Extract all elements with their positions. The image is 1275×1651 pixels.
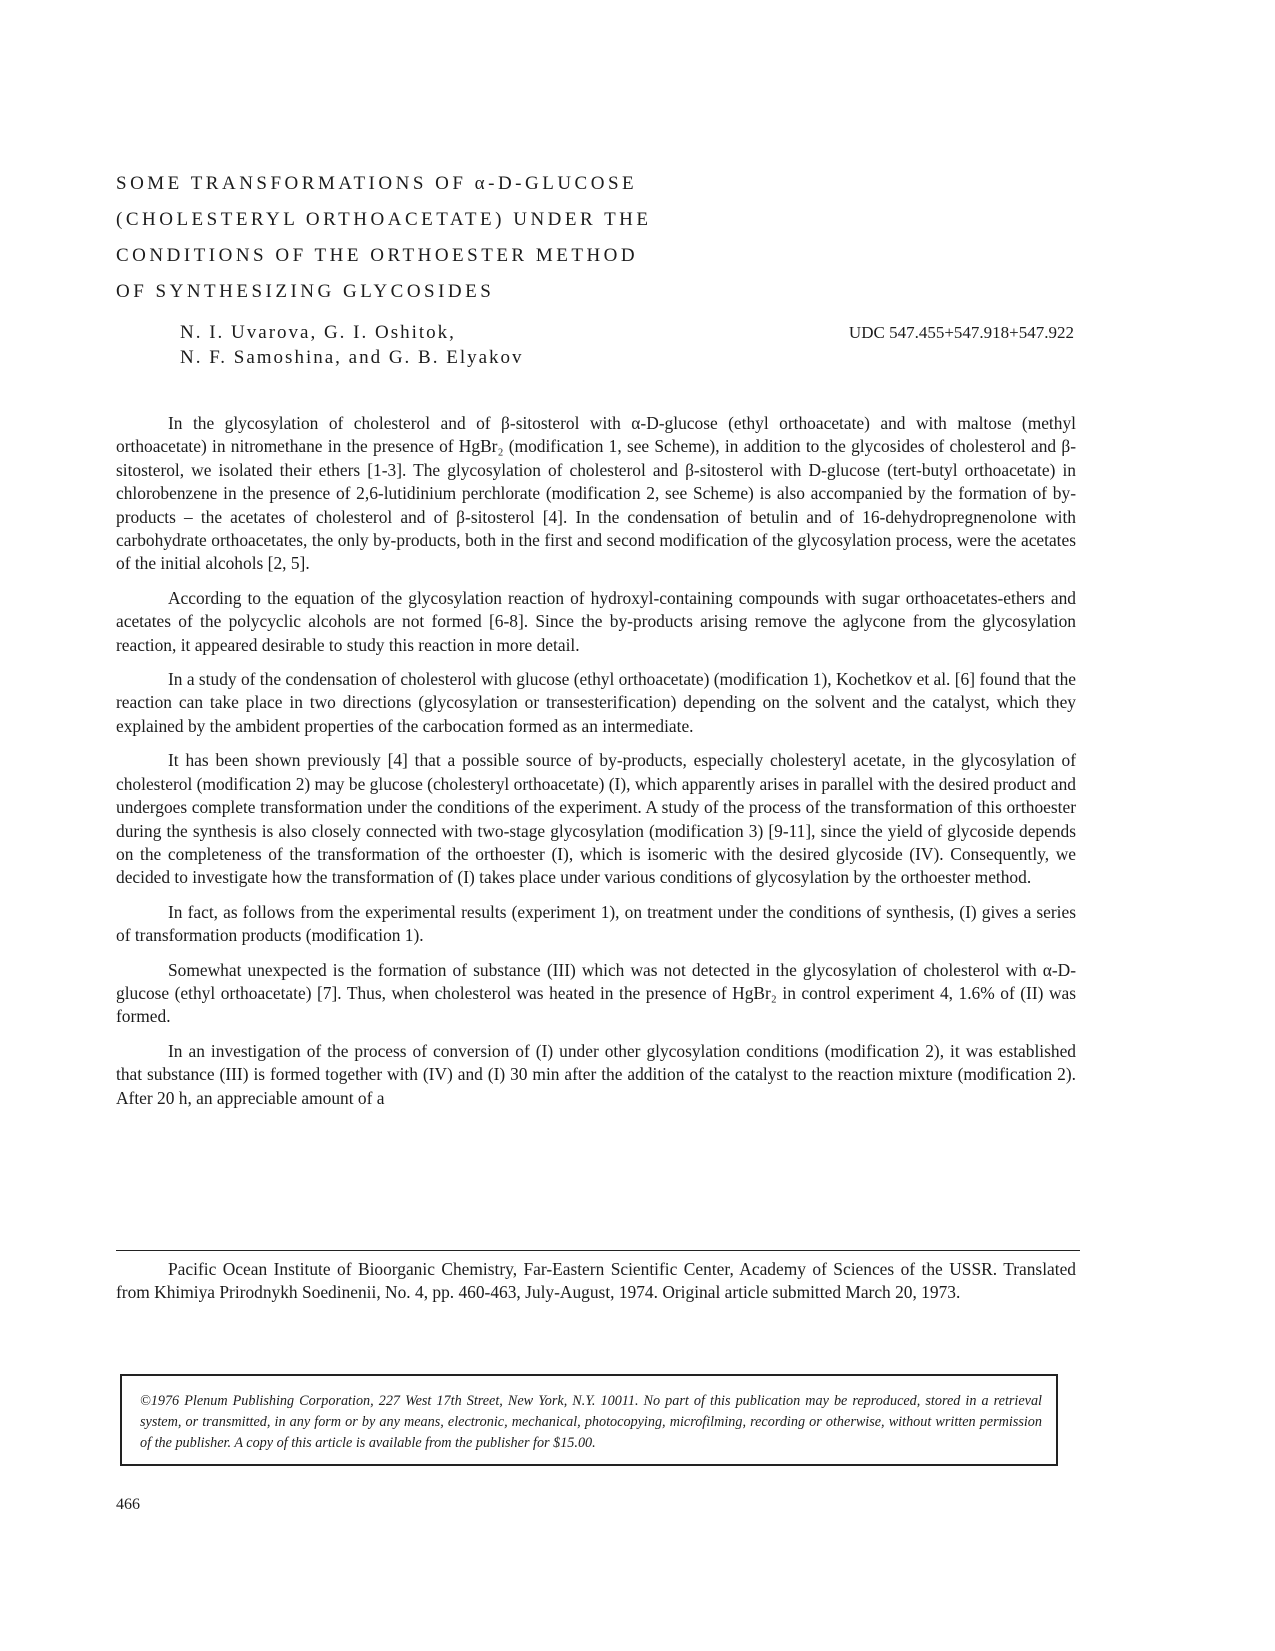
copyright-notice-box <box>120 1374 1058 1466</box>
body-paragraph: In fact, as follows from the experimental results (experiment 1), on treatment under the conditions of synthesis, (I) gives a series of transformation products (modification 1). <box>116 901 1076 946</box>
title-line: SOME TRANSFORMATIONS OF α-D-GLUCOSE <box>116 173 638 194</box>
body-paragraph: According to the equation of the glycosylation reaction of hydroxyl-containing compounds with sugar orthoacetates-ethers and acetates of the polycyclic alcohols are not formed [6-8]. Since the by-products arising remove the aglycone from the glycosylation reaction, it appeared desirable to study this reaction in more detail. <box>116 587 1076 655</box>
body-paragraph: In an investigation of the process of conversion of (I) under other glycosylation conditions (modification 2), it was established that substance (III) is formed together with (IV) and (I) 30 min after the addition of the catalyst to the reaction mixture (modification 2). After 20 h, an appreciable amount of a <box>116 1040 1076 1108</box>
author-list <box>180 320 524 370</box>
body-paragraph: Somewhat unexpected is the formation of substance (III) which was not detected in the glycosylation of cholesterol with α-D-glucose (ethyl orthoacetate) [7]. Thus, when cholesterol was heated in the presence of HgBr₂ in control experiment 4, 1.6% of (II) was formed. <box>116 959 1076 1027</box>
page-number: 466 <box>116 1496 140 1513</box>
author-line: N. I. Uvarova, G. I. Oshitok, <box>180 322 456 343</box>
body-paragraph: In a study of the condensation of cholesterol with glucose (ethyl orthoacetate) (modification 1), Kochetkov et al. [6] found that the reaction can take place in two directions (glycosylation or transesterification) depending on the solvent and the catalyst, which they explained by the ambident properties of the carbocation formed as an intermediate. <box>116 669 1076 736</box>
title-line: CONDITIONS OF THE ORTHOESTER METHOD <box>116 245 639 266</box>
title-line: (CHOLESTERYL ORTHOACETATE) UNDER THE <box>116 209 652 230</box>
body-paragraph: In the glycosylation of cholesterol and of β-sitosterol with α-D-glucose (ethyl orthoacetate) and with maltose (methyl orthoacetate) in nitromethane in the presence of HgBr₂ (modification 1, see Scheme), in addition to the glycosides of cholesterol and β-sitosterol, we isolated their ethers [1-3]. The glycosylation of cholesterol and β-sitosterol with D-glucose (tert-butyl orthoacetate) in chlorobenzene in the presence of 2,6-lutidinium perchlorate (modification 2, see Scheme) is also accompanied by the formation of by-products – the acetates of cholesterol and of β-sitosterol [4]. In the condensation of betulin and of 16-dehydropregnenolone with carbohydrate orthoacetates, the only by-products, both in the first and second modification of the glycosylation process, were the acetates of the initial alcohols [2, 5]. <box>116 413 1076 574</box>
article-body <box>116 412 1076 1121</box>
article-title <box>116 166 756 310</box>
footnote-divider <box>116 1250 1080 1251</box>
author-line: N. F. Samoshina, and G. B. Elyakov <box>180 347 524 368</box>
copyright-notice: ©1976 Plenum Publishing Corporation, 227 West 17th Street, New York, N.Y. 10011. No part of this publication may be reproduced, stored in a retrieval system, or transmitted, in any form or by any means, electronic, mechanical, photocopying, microfilming, recording or otherwise, without written permission of the publisher. A copy of this article is available from the publisher for $15.00. <box>140 1393 1042 1451</box>
affiliation-footnote: Pacific Ocean Institute of Bioorganic Chemistry, Far-Eastern Scientific Center, Academy of Sciences of the USSR. Translated from Khimiya Prirodnykh Soedinenii, No. 4, pp. 460-463, July-August, 1974. Original article submitted March 20, 1973. <box>116 1259 1076 1303</box>
body-paragraph: It has been shown previously [4] that a possible source of by-products, especially cholesteryl acetate, in the glycosylation of cholesterol (modification 2) may be glucose (cholesteryl orthoacetate) (I), which apparently arises in parallel with the desired product and undergoes complete transformation under the conditions of the experiment. A study of the process of the transformation of this orthoester during the synthesis is also closely connected with two-stage glycosylation (modification 3) [9-11], since the yield of glycoside depends on the completeness of the transformation of the orthoester (I), which is isomeric with the desired glycoside (IV). Consequently, we decided to investigate how the transformation of (I) takes place under various conditions of glycosylation by the orthoester method. <box>116 750 1076 888</box>
udc-code: UDC 547.455+547.918+547.922 <box>848 323 1074 342</box>
title-line: OF SYNTHESIZING GLYCOSIDES <box>116 281 495 302</box>
